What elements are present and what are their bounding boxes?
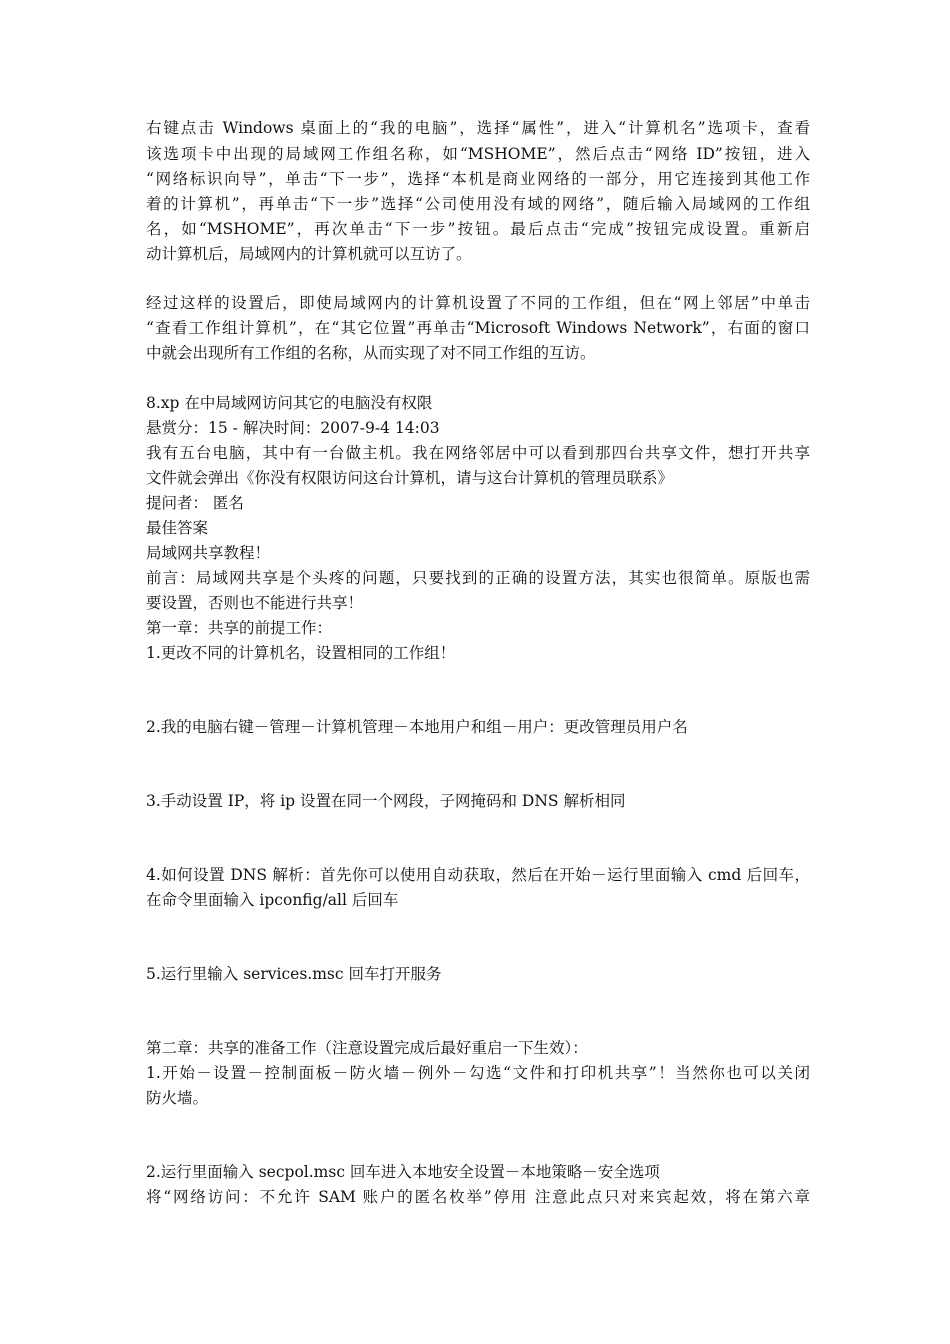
step4-line-2: 在命令里面输入 ipconfig/all 后回车: [146, 891, 399, 909]
tutorial-title: 局域网共享教程！: [146, 544, 271, 562]
step2-line: 2.我的电脑右键－管理－计算机管理－本地用户和组－用户：更改管理员用户名: [146, 718, 688, 736]
ch2-step1-line-1: 1.开始－设置－控制面板－防火墙－例外－勾选“文件和打印机共享”！当然你也可以关闭: [146, 1064, 810, 1082]
ch2-step2-detail-line: 将“网络访问：不允许 SAM 账户的匿名枚举”停用 注意此点只对来宾起效，将在第六章: [146, 1188, 810, 1206]
best-answer-heading: 最佳答案: [146, 519, 209, 537]
para1-line-5: 名，如“MSHOME”，再次单击“下一步”按钮。最后点击“完成”按钮完成设置。重新启: [146, 220, 810, 238]
asker-line: 提问者： 匿名: [146, 494, 244, 512]
para1-line-1: 右键点击 Windows 桌面上的“我的电脑”，选择“属性”，进入“计算机名”选项卡，查看: [146, 119, 810, 137]
para1-line-2: 该选项卡中出现的局域网工作组名称，如“MSHOME”，然后点击“网络 ID”按钮，进入: [146, 145, 810, 163]
preface-line-1: 前言：局域网共享是个头疼的问题，只要找到的正确的设置方法，其实也很简单。原版也需: [146, 569, 810, 587]
para1-line-6: 动计算机后，局域网内的计算机就可以互访了。: [146, 245, 472, 263]
step5-line: 5.运行里输入 services.msc 回车打开服务: [146, 965, 442, 983]
question-body-line-2: 文件就会弹出《你没有权限访问这台计算机，请与这台计算机的管理员联系》: [146, 469, 674, 487]
para2-line-1: 经过这样的设置后，即使局域网内的计算机设置了不同的工作组，但在“网上邻居”中单击: [146, 294, 810, 312]
question-meta: 悬赏分：15 - 解决时间：2007-9-4 14:03: [146, 419, 440, 437]
preface-line-2: 要设置，否则也不能进行共享！: [146, 594, 364, 612]
para2-line-3: 中就会出现所有工作组的名称，从而实现了对不同工作组的互访。: [146, 344, 596, 362]
step1-line: 1.更改不同的计算机名，设置相同的工作组！: [146, 644, 456, 662]
ch2-step2-line: 2.运行里面输入 secpol.msc 回车进入本地安全设置－本地策略－安全选项: [146, 1163, 660, 1181]
para1-line-3: “网络标识向导”，单击“下一步”，选择“本机是商业网络的一部分，用它连接到其他工作: [146, 170, 810, 188]
question-title: 8.xp 在中局域网访问其它的电脑没有权限: [146, 394, 433, 412]
step3-line: 3.手动设置 IP，将 ip 设置在同一个网段，子网掩码和 DNS 解析相同: [146, 792, 626, 810]
ch2-step1-line-2: 防火墙。: [146, 1089, 209, 1107]
chapter2-heading: 第二章：共享的准备工作（注意设置完成后最好重启一下生效）：: [146, 1039, 588, 1057]
question-body-line-1: 我有五台电脑，其中有一台做主机。我在网络邻居中可以看到那四台共享文件，想打开共享: [146, 444, 810, 462]
para1-line-4: 着的计算机”，再单击“下一步”选择“公司使用没有域的网络”，随后输入局域网的工作组: [146, 195, 810, 213]
para2-line-2: “查看工作组计算机”，在“其它位置”再单击“Microsoft Windows Network”，右面的窗口: [146, 319, 810, 337]
step4-line-1: 4.如何设置 DNS 解析：首先你可以使用自动获取，然后在开始－运行里面输入 cmd 后回车，: [146, 866, 810, 884]
chapter1-heading: 第一章：共享的前提工作：: [146, 619, 333, 637]
